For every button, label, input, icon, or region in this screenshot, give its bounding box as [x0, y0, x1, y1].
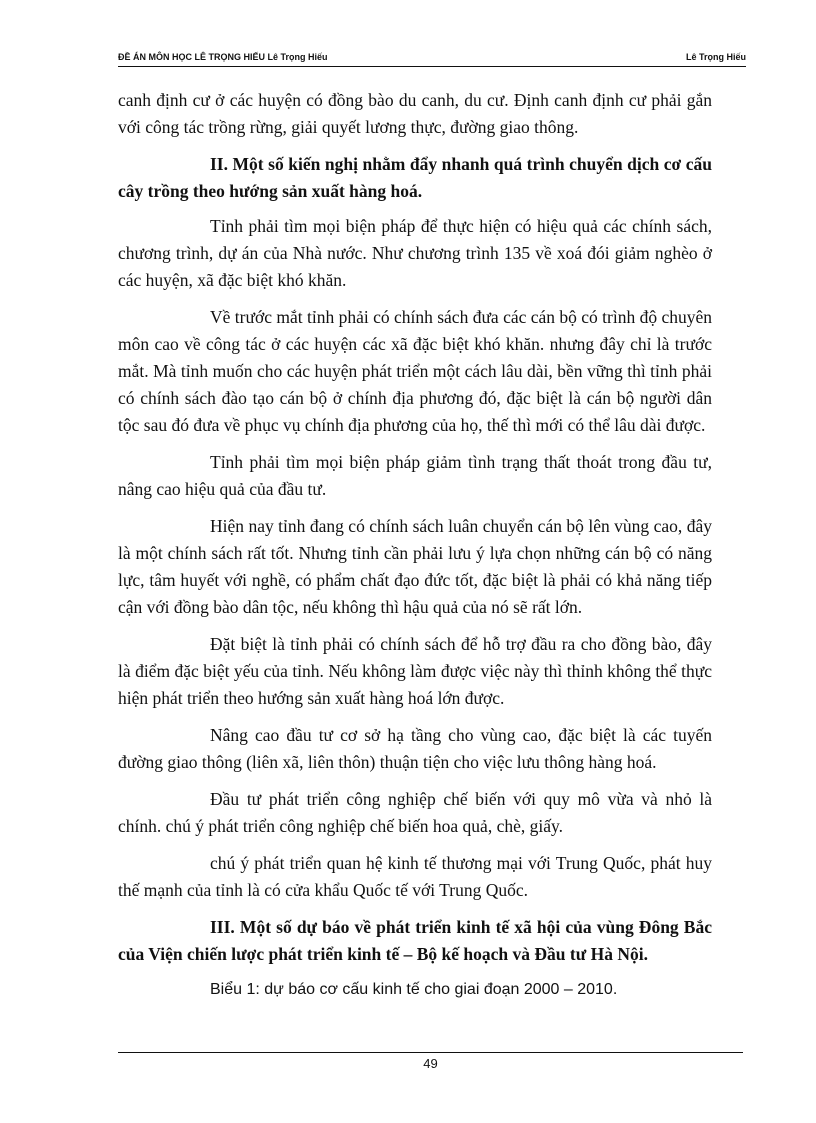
header-author: Lê Trọng Hiếu	[685, 52, 746, 62]
paragraph: Đầu tư phát triển công nghiệp chế biến với quy mô vừa và nhỏ là chính. chú ý phát triển công nghiệp chế biến hoa quả, chè, giấy.	[118, 789, 712, 836]
paragraph: Hiện nay tỉnh đang có chính sách luân chuyển cán bộ lên vùng cao, đây là một chính sách rất tốt. Nhưng tỉnh cần phải lưu ý lựa chọn những cán bộ có năng lực, tâm huyết với nghề, có phẩm chất đạo đức tốt, đặc biệt là phải có khả năng tiếp cận với đồng bào dân tộc, nếu không thì hậu quả của nó sẽ rất lớn.	[118, 516, 712, 617]
header-left-text: ĐỀ ÁN MÔN HỌC LÊ TRỌNG HIẾU Lê Trọng Hiếu	[118, 52, 328, 62]
footer-divider	[118, 1052, 743, 1053]
paragraph: chú ý phát triển quan hệ kinh tế thương mại với Trung Quốc, phát huy thế mạnh của tỉnh là có cửa khẩu Quốc tế với Trung Quốc.	[118, 853, 712, 900]
section-heading-iii: III. Một số dự báo về phát triển kinh tế xã hội của vùng Đông Bắc của Viện chiến lược phát triển kinh tế – Bộ kế hoạch và Đầu tư Hà Nội.	[118, 917, 712, 964]
paragraph: Đặt biệt là tỉnh phải có chính sách để hỗ trợ đầu ra cho đồng bào, đây là điểm đặc biệt yếu của tỉnh. Nếu không làm được việc này thì thỉnh không thể thực hiện phát triển theo hướng sản xuất hàng hoá lớn được.	[118, 634, 712, 708]
paragraph: Về trước mắt tỉnh phải có chính sách đưa các cán bộ có trình độ chuyên môn cao về công tác ở các huyện các xã đặc biệt khó khăn. nhưng đây chỉ là trước mắt. Mà tỉnh muốn cho các huyện phát triển một cách lâu dài, bền vững thì tỉnh phải có chính sách đào tạo cán bộ ở chính địa phương đó, đặc biệt là cán bộ người dân tộc sau đó đưa về phục vụ chính địa phương của họ, thế thì mới có thể lâu dài được.	[118, 307, 713, 435]
paragraph-continuation: canh định cư ở các huyện có đồng bào du canh, du cư. Định canh định cư phải gắn với công tác trồng rừng, giải quyết lương thực, đường giao thông.	[118, 90, 712, 137]
page-body	[118, 87, 712, 1013]
page-header	[118, 52, 746, 66]
page-number: 49	[423, 1056, 438, 1071]
paragraph: Tỉnh phải tìm mọi biện pháp giảm tình trạng thất thoát trong đầu tư, nâng cao hiệu quả của đầu tư.	[118, 452, 712, 499]
header-divider	[118, 66, 746, 67]
section-heading-ii: II. Một số kiến nghị nhằm đẩy nhanh quá trình chuyển dịch cơ cấu cây trồng theo hướng sản xuất hàng hoá.	[118, 154, 712, 201]
paragraph: Nâng cao đầu tư cơ sở hạ tầng cho vùng cao, đặc biệt là các tuyến đường giao thông (liên xã, liên thôn) thuận tiện cho việc lưu thông hàng hoá.	[118, 725, 712, 772]
paragraph: Tỉnh phải tìm mọi biện pháp để thực hiện có hiệu quả các chính sách, chương trình, dự án của Nhà nước. Như chương trình 135 về xoá đói giảm nghèo ở các huyện, xã đặc biệt khó khăn.	[118, 216, 712, 290]
table-caption: Biểu 1: dự báo cơ cấu kinh tế cho giai đoạn 2000 – 2010.	[210, 981, 618, 998]
